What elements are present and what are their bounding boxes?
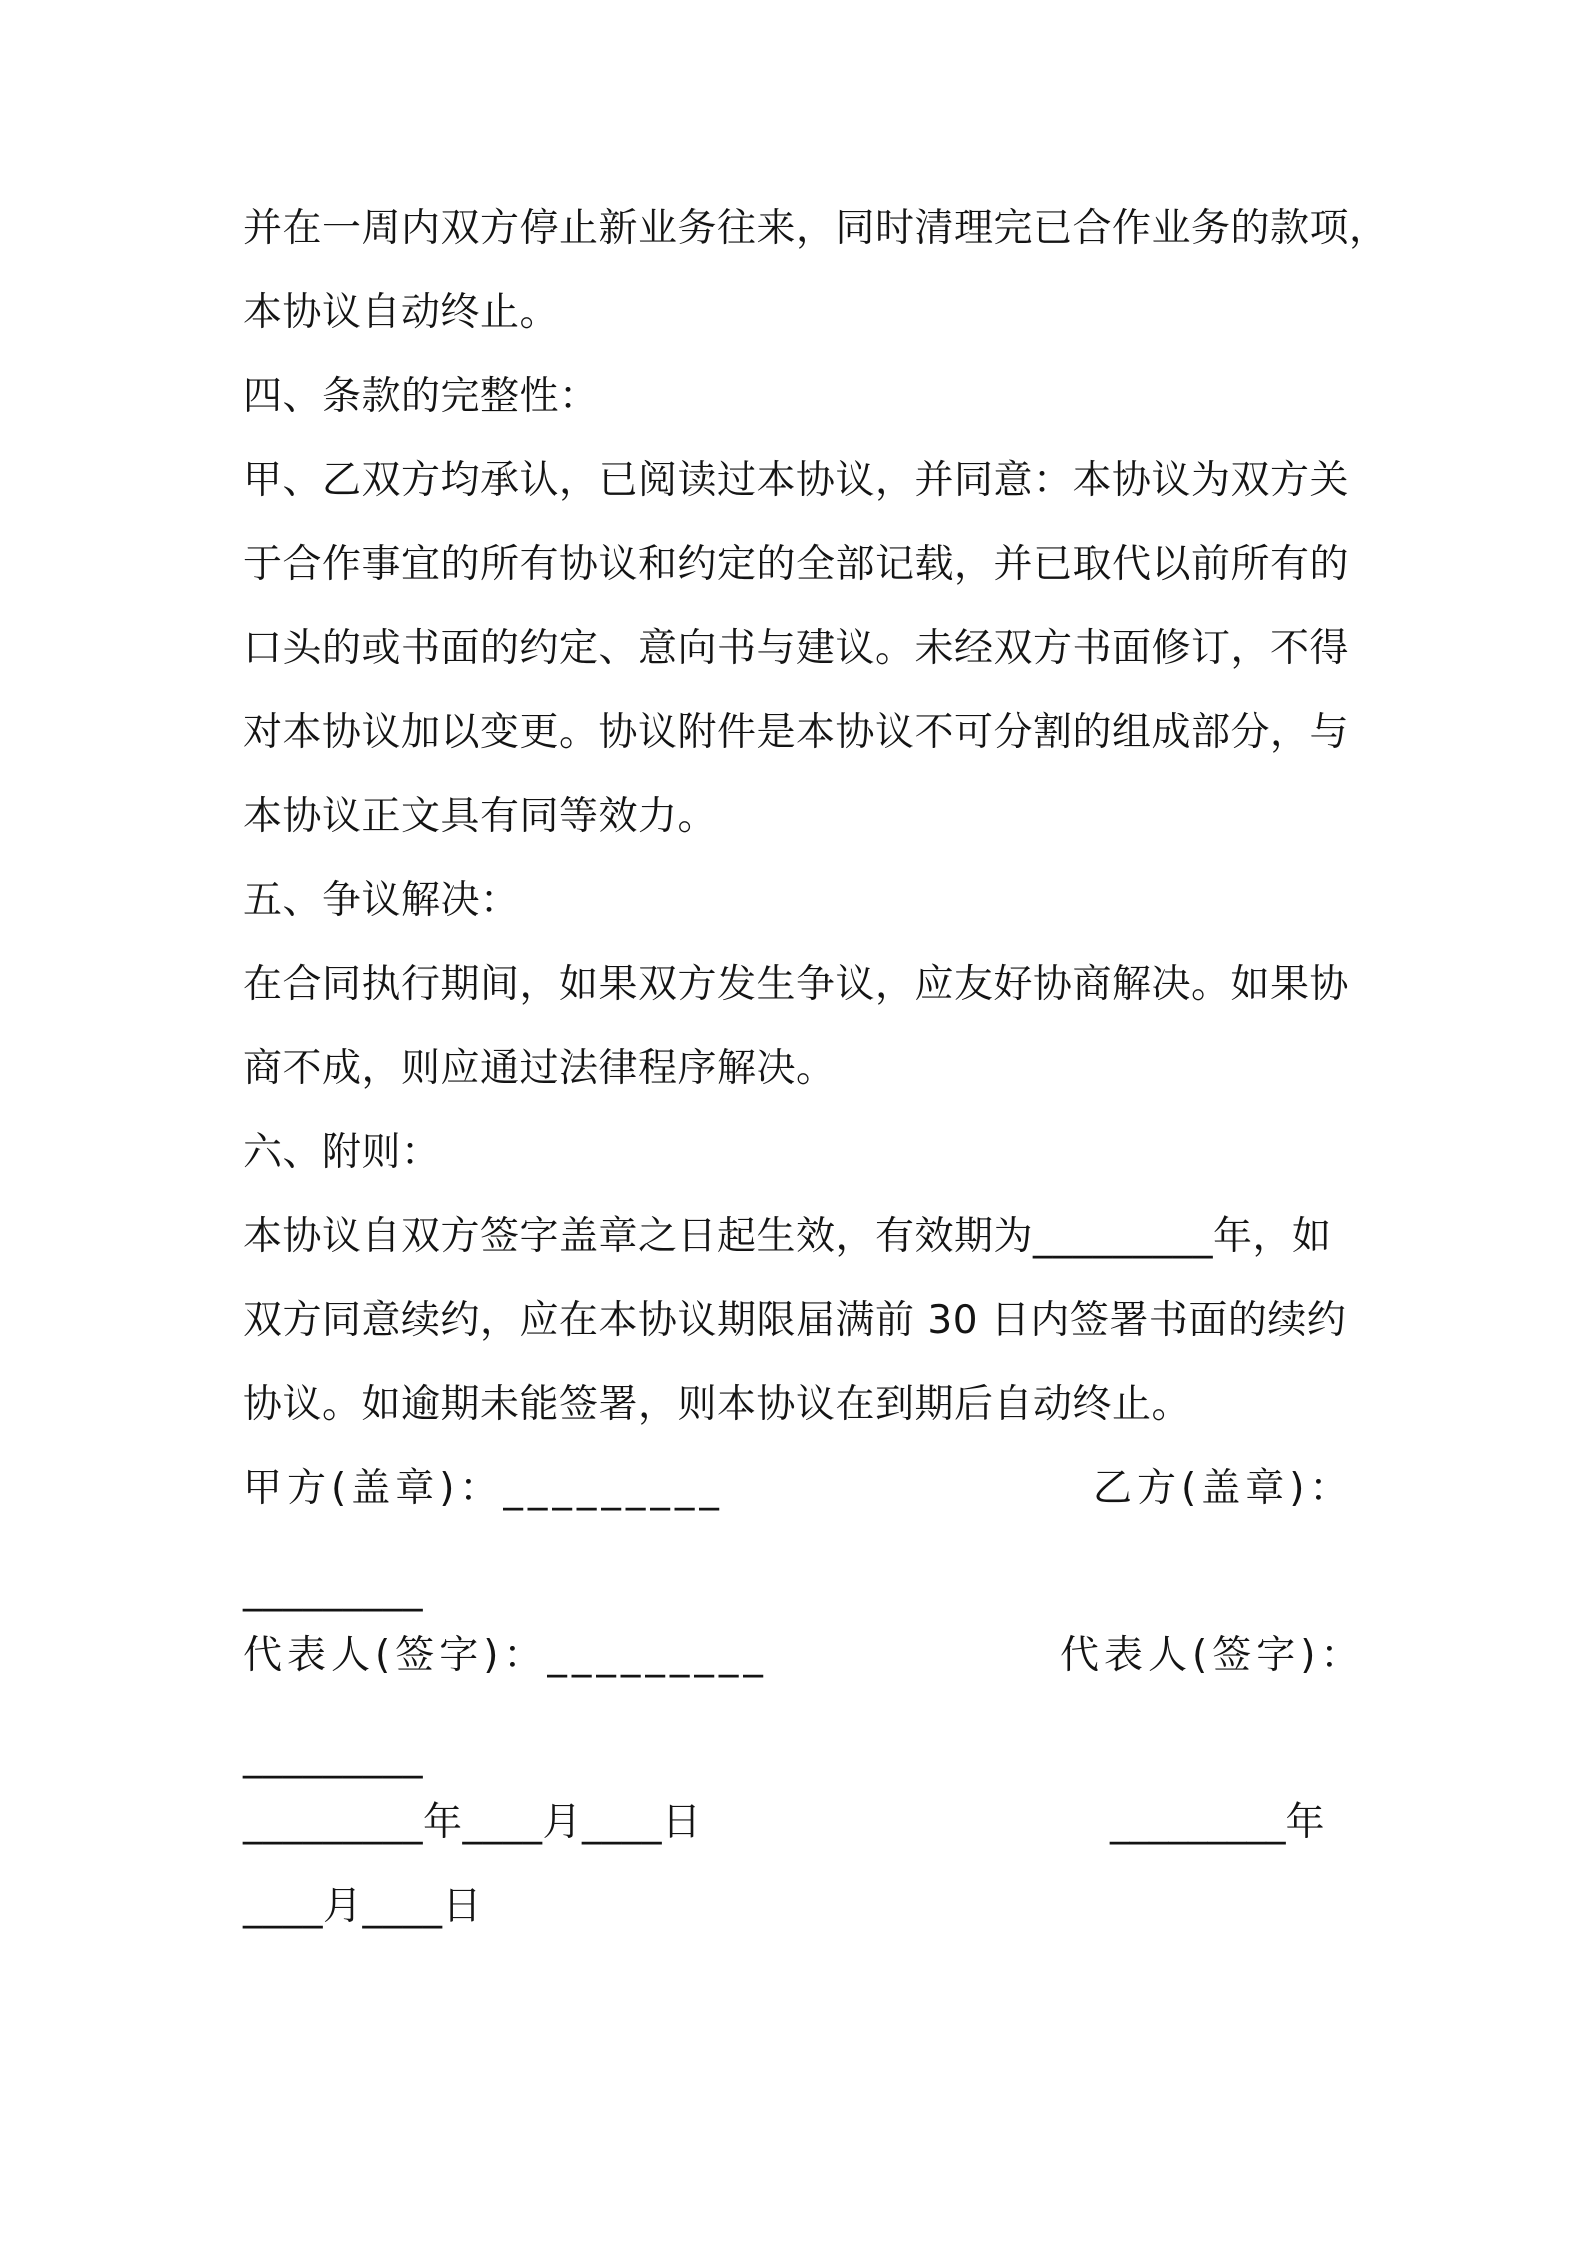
body-line-11: 商不成，则应通过法律程序解决。 [243,1046,836,1091]
section-heading-6: 六、附则： [243,1130,441,1175]
date-b-year: _________年 [1110,1800,1325,1845]
body-line-2: 本协议自动终止。 [243,290,560,335]
body-line-4: 甲、乙双方均承认，已阅读过本协议，并同意：本协议为双方关 [243,458,1350,503]
representative-b-blank: _________ [243,1734,423,1779]
date-b-month-day: ____月____日 [243,1884,483,1929]
body-line-8: 本协议正文具有同等效力。 [243,794,718,839]
section-heading-4: 四、条款的完整性： [243,374,599,419]
body-line-1: 并在一周内双方停止新业务往来，同时清理完已合作业务的款项， [243,206,1389,251]
body-line-14: 双方同意续约，应在本协议期限届满前 30 日内签署书面的续约 [243,1298,1347,1343]
representative-a: 代表人(签字)：_________ [243,1633,768,1678]
party-b-seal-blank: _________ [243,1567,423,1612]
party-a-seal: 甲方(盖章)：_________ [243,1466,724,1511]
party-b-seal: 乙方(盖章)： [1093,1466,1354,1511]
body-line-15: 协议。如逾期未能签署，则本协议在到期后自动终止。 [243,1382,1192,1427]
date-a: _________年____月____日 [243,1800,702,1845]
representative-b: 代表人(签字)： [1060,1633,1365,1678]
body-line-5: 于合作事宜的所有协议和约定的全部记载，并已取代以前所有的 [243,542,1350,587]
body-line-7: 对本协议加以变更。协议附件是本协议不可分割的组成部分，与 [243,710,1350,755]
body-line-6: 口头的或书面的约定、意向书与建议。未经双方书面修订，不得 [243,626,1350,671]
body-line-13: 本协议自双方签字盖章之日起生效，有效期为_________年，如 [243,1214,1332,1259]
section-heading-5: 五、争议解决： [243,878,520,923]
body-line-10: 在合同执行期间，如果双方发生争议，应友好协商解决。如果协 [243,962,1350,1007]
